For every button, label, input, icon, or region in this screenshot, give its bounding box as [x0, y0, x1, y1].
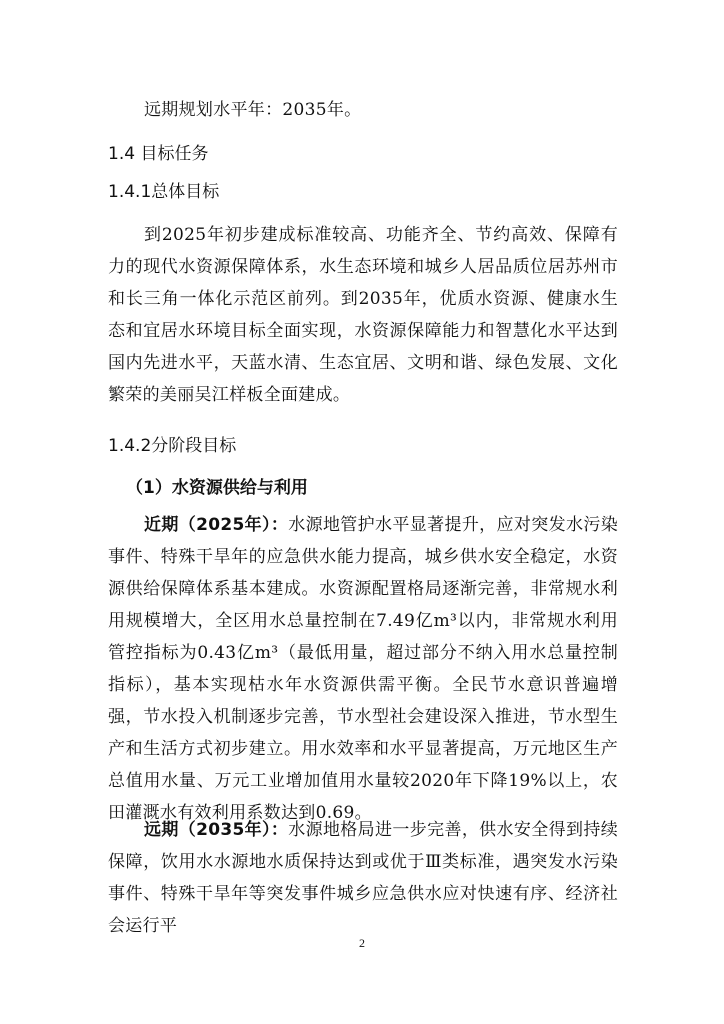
paragraph-near-term — [108, 509, 618, 829]
paragraph-overall-goal: 到2025年初步建成标准较高、功能齐全、节约高效、保障有力的现代水资源保障体系，水生态环境和城乡人居品质位居苏州市和长三角一体化示范区前列。到2035年，优质水资源、健康水生态和宜居水环境目标全面实现，水资源保障能力和智慧化水平达到国内先进水平，天蓝水清、生态宜居、文明和谐、绿色发展、文化繁荣的美丽吴江样板全面建成。 — [108, 225, 618, 405]
heading-1-4: 1.4 目标任务 — [108, 144, 209, 164]
page-number: 2 — [359, 936, 365, 950]
heading-1-4-1: 1.4.1总体目标 — [108, 182, 220, 202]
paragraph-long-term-year: 远期规划水平年：2035年。 — [144, 100, 362, 120]
near-term-text: 水源地管护水平显著提升，应对突发水污染事件、特殊干旱年的应急供水能力提高，城乡供水安全稳定，水资源供给保障体系基本建成。水资源配置格局逐渐完善，非常规水利用规模增大，全区用水总量控制在7.49亿m³以内，非常规水利用管控指标为0.43亿m³（最低用量，超过部分不纳入用水总量控制指标），基本实现枯水年水资源供需平衡。全民节水意识普遍增强，节水投入机制逐步完善，节水型社会建设深入推进，节水型生产和生活方式初步建立。用水效率和水平显著提高，万元地区生产总值用水量、万元工业增加值用水量较2020年下降19%以上，农田灌溉水有效利用系数达到0.69。 — [108, 515, 618, 823]
long-term-label: 远期（2035年）： — [144, 820, 289, 840]
near-term-label: 近期（2025年）： — [144, 515, 289, 535]
heading-1-4-2: 1.4.2分阶段目标 — [108, 436, 237, 456]
subheading-water-supply: （1）水资源供给与利用 — [126, 478, 308, 498]
paragraph-long-term — [108, 814, 618, 942]
long-term-text: 水源地格局进一步完善，供水安全得到持续保障，饮用水水源地水质保持达到或优于Ⅲ类标准，遇突发水污染事件、特殊干旱年等突发事件城乡应急供水应对快速有序、经济社会运行平 — [108, 820, 618, 936]
